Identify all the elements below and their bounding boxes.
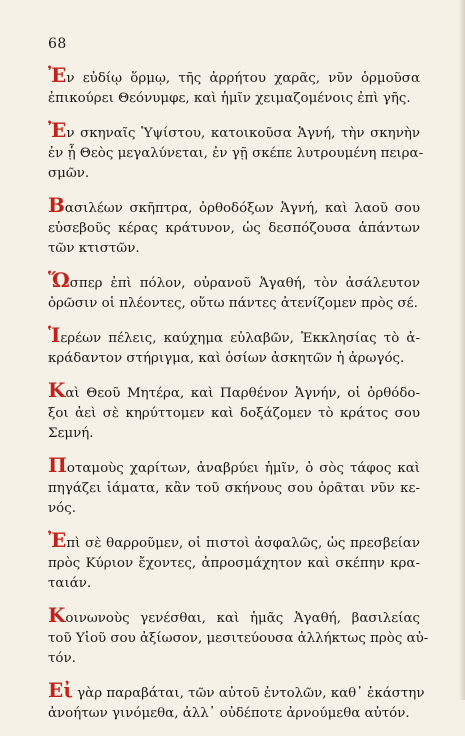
verse-text: ν εὐδίῳ ὅρμῳ, τῆς ἀρρήτου χαρᾶς, νῦν ὁρμοῦσα (66, 71, 420, 86)
verse-text: τοῦ Υἱοῦ σου ἀξίωσον, μεσιτεύουσα ἀλλήκτως πρὸς αὐ- (48, 631, 429, 646)
verse-text: κράδαντον στήριγμα, καὶ ὁσίων ἀσκητῶν ἡ ἀρωγός. (48, 351, 405, 366)
verse-text: πὶ σὲ θαρροῦμεν, οἱ πιστοὶ ἀσφαλῶς, ὡς πρεσβείαν (66, 536, 420, 551)
verse-line (48, 164, 420, 184)
verse-line (48, 424, 420, 444)
verse-line (48, 219, 420, 239)
verse-line (48, 528, 420, 554)
verse-text: αὶ Θεοῦ Μητέρα, καὶ Παρθένον Ἁγνήν, οἱ ὀρθόδο- (65, 386, 420, 401)
verse-text: ερέων πέλεις, καύχημα εὐλαβῶν, Ἐκκλησίας τὸ ἀ- (60, 331, 420, 346)
verse-text: ταιάν. (48, 576, 92, 591)
red-initial: Π (48, 453, 67, 477)
verse (48, 678, 425, 724)
verse-line (48, 193, 420, 219)
page-text (48, 63, 429, 736)
verse-text: γὰρ παραβάται, τῶν αὐτοῦ ἐντολῶν, καθ᾽ ἑκάστην (72, 686, 425, 701)
verse-line (48, 239, 420, 259)
verse-text: πηγάζει ἰάματα, κἂν τοῦ σκήνους σου ὁρᾶται νῦν κε- (48, 481, 420, 496)
verse-line (48, 268, 420, 294)
red-initial: Ὥ (48, 268, 70, 292)
verse-line (48, 574, 420, 594)
verse (48, 378, 420, 444)
red-initial: Κ (48, 378, 66, 402)
verse-text: Σεμνή. (48, 426, 94, 441)
verse-line (48, 479, 420, 499)
verse (48, 63, 420, 109)
verse-text: ἀνοήτων γινόμεθα, ἀλλ᾽ οὐδέποτε ἀρνούμεθα αὐτόν. (48, 706, 410, 721)
page-number: 68 (48, 36, 67, 52)
verse-text: τόν. (48, 651, 76, 666)
verse-text: σμῶν. (48, 166, 90, 181)
verse (48, 268, 420, 314)
verse-line (48, 629, 429, 649)
verse-line (48, 453, 420, 479)
verse-text: ὁρῶσιν οἱ πλέοντες, οὕτω πάντες ἀτενίζομεν πρὸς σέ. (48, 296, 418, 311)
verse-text: ξοι ἀεὶ σὲ κηρύττομεν καὶ δοξάζομεν τὸ κράτος σου (48, 406, 420, 421)
verse-line (48, 118, 420, 144)
verse-text: οταμοὺς χαρίτων, ἀναβρύει ἡμῖν, ὁ σὸς τάφος καὶ (66, 461, 420, 476)
red-initial: Ἐ (48, 528, 67, 552)
red-initial: Ἐ (48, 63, 67, 87)
verse-line (48, 144, 424, 164)
verse-line (48, 404, 420, 424)
verse-line (48, 678, 425, 704)
verse (48, 453, 420, 519)
red-initial: Εἰ (48, 678, 73, 702)
verse-line (48, 603, 420, 629)
verse-line (48, 349, 420, 369)
verse (48, 603, 429, 669)
verse (48, 528, 420, 594)
verse-text: σπερ ἐπὶ πόλον, οὐρανοῦ Ἀγαθή, τὸν ἀσάλευτον (69, 276, 420, 291)
verse-text: τῶν κτιστῶν. (48, 241, 140, 256)
verse-text: πρὸς Κύριον ἔχοντες, ἀπροσμάχητον καὶ σκέπην κρα- (48, 556, 420, 571)
verse-line (48, 294, 420, 314)
page-edge (459, 0, 465, 700)
verse-line (48, 554, 420, 574)
verse (48, 193, 420, 259)
verse-text: ν σκηναῖς Ὑψίστου, κατοικοῦσα Ἁγνή, τὴν σκηνὴν (66, 126, 420, 141)
verse-text: ἐν ᾗ Θεὸς μεγαλύνεται, ἐν γῇ σκέπε λυτρουμένη πειρα- (48, 146, 424, 161)
verse-text: εὐσεβοῦς κέρας κράτυνον, ὡς δεσπόζουσα ἁπάντων (48, 221, 420, 236)
red-initial: Ἱ (48, 323, 61, 347)
verse-line (48, 63, 420, 89)
red-initial: Β (48, 193, 65, 217)
red-initial: Κ (48, 603, 66, 627)
verse-text: ἐπικούρει Θεόνυμφε, καὶ ἡμῖν χειμαζομένοις ἐπὶ γῆς. (48, 91, 411, 106)
verse (48, 323, 420, 369)
verse-line (48, 378, 420, 404)
verse-line (48, 89, 420, 109)
verse-text: οινωνοὺς γενέσθαι, καὶ ἡμᾶς Ἀγαθή, βασιλείας (65, 611, 420, 626)
red-initial: Ἐ (48, 118, 67, 142)
verse-line (48, 649, 420, 669)
verse-line (48, 499, 420, 519)
verse-line (48, 704, 420, 724)
verse-text: ασιλέων σκῆπτρα, ὀρθοδόξων Ἁγνή, καὶ λαοῦ σου (64, 201, 420, 216)
verse-line (48, 323, 420, 349)
verse (48, 118, 424, 184)
verse-text: νός. (48, 501, 76, 516)
